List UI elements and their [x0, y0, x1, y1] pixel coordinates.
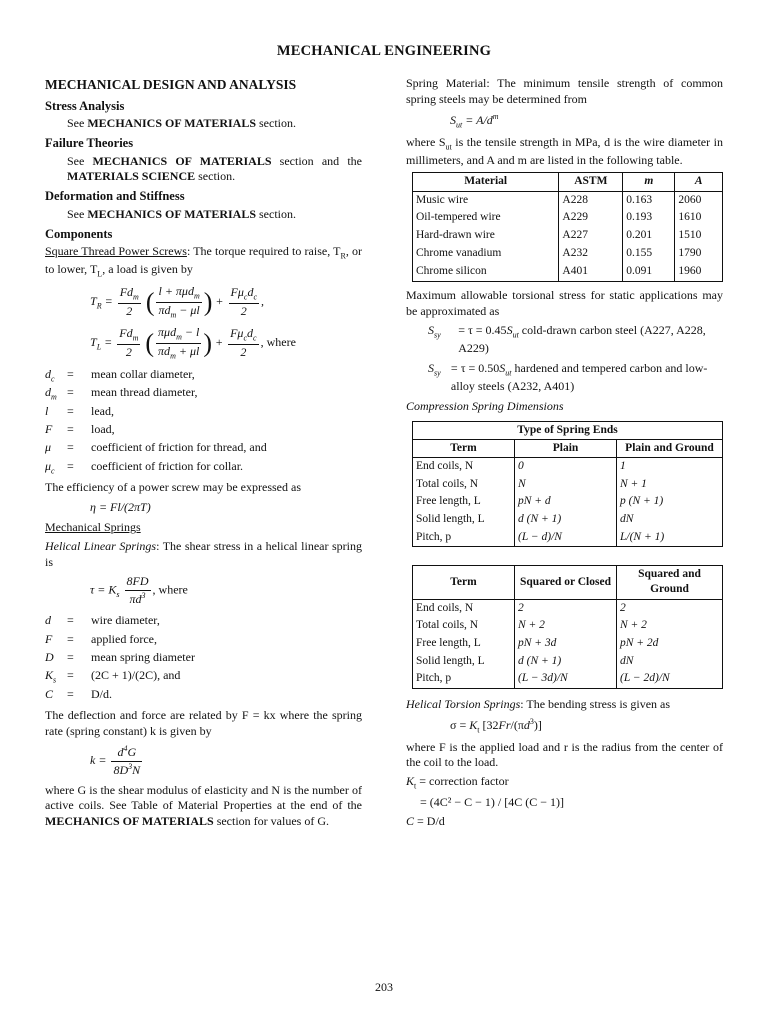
- left-column: [45, 76, 362, 833]
- deformation-heading: Deformation and Stiffness: [45, 189, 185, 204]
- tensile-equation: $S_{ut} = A/d^m$: [450, 111, 499, 130]
- column-header: Term: [413, 566, 515, 599]
- spring-rate-equation: k = $\frac{d^4G}{8D^3N}$: [90, 743, 141, 777]
- table-cell: L/(N + 1): [617, 529, 723, 547]
- c-definition: C = D/d: [406, 813, 445, 828]
- efficiency-equation: η = Fl/(2πT): [90, 500, 151, 515]
- table-cell: 2060: [675, 191, 723, 209]
- column-header: A: [675, 173, 723, 191]
- efficiency-text: The efficiency of a power screw may be expressed as: [45, 480, 301, 495]
- table-cell: 0: [515, 458, 617, 476]
- table-cell: pN + 3d: [515, 635, 617, 653]
- table-group-header: Type of Spring Ends: [413, 421, 723, 439]
- material-table: [412, 172, 723, 281]
- table-cell: A229: [559, 209, 623, 227]
- table-row: [413, 635, 723, 653]
- springs-heading: Mechanical Springs: [45, 519, 141, 534]
- failure-heading: Failure Theories: [45, 136, 134, 151]
- table-row: [413, 599, 723, 617]
- screw-definitions: [45, 366, 362, 477]
- table-cell: pN + 2d: [617, 635, 723, 653]
- torsion-where: where F is the applied load and r is the radius from the center of the coil to the load.: [406, 739, 723, 770]
- table-row: [413, 191, 723, 209]
- table-cell: dN: [617, 653, 723, 671]
- column-header: Plain: [515, 440, 617, 458]
- table-cell: Music wire: [413, 191, 559, 209]
- table-cell: Pitch, p: [413, 529, 515, 547]
- definition-row: F = load,: [45, 422, 115, 437]
- table-cell: Chrome vanadium: [413, 245, 559, 263]
- table-cell: 1610: [675, 209, 723, 227]
- column-header: Squared and Ground: [617, 566, 723, 599]
- material-where: where $S_{ut}$ is the tensile strength in MPa, d is the wire diameter in millimeters, and A and m are listed in the following table.: [406, 134, 723, 167]
- definition-row: F = applied force,: [45, 631, 157, 646]
- shear-stress-equation: $\tau = K_s$ $\frac{8FD}{\pi d^3}$ , where: [90, 574, 188, 607]
- definition-row: $K_s$ = (2C + 1)/(2C), and: [45, 668, 181, 685]
- table-row: [413, 511, 723, 529]
- compression-title: Compression Spring Dimensions: [406, 399, 564, 414]
- material-intro: Spring Material: The minimum tensile strength of common spring steels may be determined from: [406, 76, 723, 106]
- table-row: [413, 493, 723, 511]
- table-cell: (L − 2d)/N: [617, 670, 723, 688]
- correction-factor-equation: = (4C² − C − 1) / [4C (C − 1)]: [420, 795, 564, 810]
- spring-ends-table-2: [412, 565, 723, 688]
- failure-ref: See MECHANICS OF MATERIALS section and the MATERIALS SCIENCE section.: [67, 153, 362, 184]
- table-cell: A232: [559, 245, 623, 263]
- definition-row: l = lead,: [45, 403, 114, 418]
- table-cell: A401: [559, 263, 623, 281]
- table-cell: Oil-tempered wire: [413, 209, 559, 227]
- torsional-line-1: $S_{sy}$ = $\tau = 0.45S_{ut}$ cold-drawn carbon steel (A227, A228, A229): [428, 323, 706, 356]
- table-cell: d (N + 1): [515, 653, 617, 671]
- table-cell: Chrome silicon: [413, 263, 559, 281]
- column-header: Plain and Ground: [617, 440, 723, 458]
- stress-heading: Stress Analysis: [45, 98, 125, 113]
- column-header: Term: [413, 440, 515, 458]
- table-cell: (L − 3d)/N: [515, 670, 617, 688]
- page-number: 203: [375, 980, 393, 994]
- table-row: [413, 458, 723, 476]
- right-column: [406, 76, 723, 830]
- table-cell: 0.193: [623, 209, 675, 227]
- column-header: m: [623, 173, 675, 191]
- table-cell: 1960: [675, 263, 723, 281]
- table-cell: Total coils, N: [413, 476, 515, 494]
- torsional-intro: Maximum allowable torsional stress for static applications may be approximated as: [406, 287, 723, 318]
- section-title: MECHANICAL DESIGN AND ANALYSIS: [45, 77, 297, 92]
- table-cell: 1790: [675, 245, 723, 263]
- table-row: [413, 670, 723, 688]
- table-cell: d (N + 1): [515, 511, 617, 529]
- table-cell: 2: [515, 599, 617, 617]
- table-cell: A227: [559, 227, 623, 245]
- table-cell: 0.163: [623, 191, 675, 209]
- table-cell: End coils, N: [413, 458, 515, 476]
- deflection-text: The deflection and force are related by F = kx where the spring rate (spring constant) k is given by: [45, 708, 362, 739]
- spring-ends-table-1: [412, 421, 723, 547]
- table-cell: Solid length, L: [413, 511, 515, 529]
- torsion-intro: Helical Torsion Springs: The bending stress is given as: [406, 696, 671, 711]
- torsional-line-2: $S_{sy}$ = $\tau = 0.50S_{ut}$ hardened and tempered carbon and low-alloy steels (A232, A401): [428, 361, 708, 394]
- definition-row: d = wire diameter,: [45, 613, 160, 628]
- table-cell: A228: [559, 191, 623, 209]
- table-row: [413, 653, 723, 671]
- table-cell: Pitch, p: [413, 670, 515, 688]
- table-cell: 0.091: [623, 263, 675, 281]
- table-cell: p (N + 1): [617, 493, 723, 511]
- definition-row: μ = coefficient of friction for thread, and: [45, 440, 267, 455]
- table-cell: pN + d: [515, 493, 617, 511]
- torque-lower-equation: $T_L$ = $\frac{Fd_m}{2}$ ( $\frac{\pi\mu d_m - l}{\pi d_m + \mu l}$ ) + $\frac{F\mu_cd_c}{2}$ , where: [90, 324, 296, 361]
- table-cell: 0.155: [623, 245, 675, 263]
- table-cell: (L − d)/N: [515, 529, 617, 547]
- table-cell: dN: [617, 511, 723, 529]
- table-row: [413, 617, 723, 635]
- table-cell: Free length, L: [413, 635, 515, 653]
- definition-row: $d_c$ = mean collar diameter,: [45, 366, 195, 384]
- definition-row: D = mean spring diameter: [45, 649, 195, 664]
- screw-intro: Square Thread Power Screws: The torque required to raise, $T_R$, or to lower, $T_L$, a load is given by: [45, 244, 363, 279]
- definition-row: C = D/d.: [45, 686, 112, 701]
- table-row: [413, 245, 723, 263]
- column-header: Material: [413, 173, 559, 191]
- table-cell: Free length, L: [413, 493, 515, 511]
- table-cell: Solid length, L: [413, 653, 515, 671]
- table-cell: 1510: [675, 227, 723, 245]
- table-cell: Hard-drawn wire: [413, 227, 559, 245]
- page-title: MECHANICAL ENGINEERING: [276, 43, 492, 59]
- deformation-ref: See MECHANICS OF MATERIALS section.: [67, 206, 297, 221]
- table-cell: End coils, N: [413, 599, 515, 617]
- table-row: [413, 227, 723, 245]
- table-cell: N: [515, 476, 617, 494]
- spring-definitions: [45, 612, 362, 704]
- table-cell: Total coils, N: [413, 617, 515, 635]
- table-cell: N + 2: [515, 617, 617, 635]
- table-cell: 0.201: [623, 227, 675, 245]
- components-heading: Components: [45, 226, 113, 241]
- column-header: Squared or Closed: [515, 566, 617, 599]
- definition-row: $d_m$ = mean thread diameter,: [45, 385, 198, 402]
- table-cell: 2: [617, 599, 723, 617]
- table-cell: N + 1: [617, 476, 723, 494]
- bending-stress-equation: $\sigma = K_t$ $[32Fr/(\pi d^3)]$: [450, 716, 542, 734]
- definition-row: $\mu_c$ = coefficient of friction for collar.: [45, 458, 244, 476]
- stress-ref: See MECHANICS OF MATERIALS section.: [67, 116, 297, 131]
- table-row: [413, 209, 723, 227]
- table-row: [413, 263, 723, 281]
- table-cell: 1: [617, 458, 723, 476]
- column-header: ASTM: [559, 173, 623, 191]
- helical-intro: Helical Linear Springs: The shear stress in a helical linear spring is: [45, 538, 363, 569]
- table-row: [413, 529, 723, 547]
- shear-modulus-text: where G is the shear modulus of elasticity and N is the number of active coils. See Table of Material Properties at the end of the MECHANICS OF MATERIALS section for values of G.: [45, 782, 362, 829]
- table-row: [413, 476, 723, 494]
- correction-factor-line: $K_t$ = correction factor: [406, 774, 509, 791]
- torque-raise-equation: $T_R$ = $\frac{Fd_m}{2}$ ( $\frac{l + \pi\mu d_m}{\pi d_m - \mu l}$ ) + $\frac{F\mu_cd_c}{2}$ ,: [90, 284, 265, 320]
- table-cell: N + 2: [617, 617, 723, 635]
